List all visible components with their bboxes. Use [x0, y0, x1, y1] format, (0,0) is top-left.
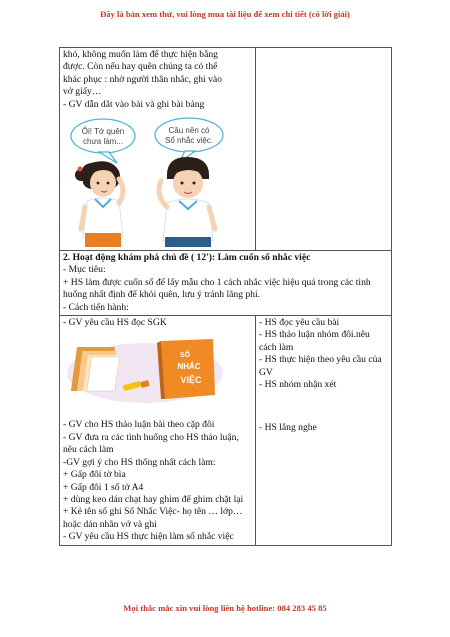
- text-line: khác phục : nhờ người thân nhắc, ghi vào: [63, 73, 222, 85]
- row1-right-cell: [256, 48, 392, 251]
- kids-illustration: [63, 117, 251, 249]
- row3-left-cell: [60, 316, 256, 545]
- table-row: [60, 48, 392, 251]
- speech-bubble-left: [71, 119, 135, 163]
- text-line: vở giấy…: [63, 86, 102, 98]
- text-line: - HS nhóm nhận xét: [259, 379, 337, 391]
- text-line: + HS làm được cuốn sổ để lấy mẫu cho 1 cách nhắc việc hiệu quả trong các tình huống nhất định để khỏi quên, lưu ý tránh lãng phí.: [63, 276, 371, 301]
- text-line: - Mục tiêu:: [63, 264, 106, 276]
- girl-figure: [75, 161, 123, 247]
- section-heading: 2. Hoạt động khám phá chủ đề ( 12'): Làm cuốn sổ nhắc việc: [63, 252, 311, 264]
- text-line: - HS đọc yêu cầu bài: [259, 317, 340, 329]
- text-line: + Kẻ tên sổ ghi Sổ Nhắc Việc- họ tên … lớp… hoặc dán nhãn vở và ghi: [63, 506, 243, 530]
- notebook-label-line: VIỆC: [180, 375, 202, 386]
- text-line: - Cách tiến hành:: [63, 301, 129, 313]
- notebook-illustration: [65, 333, 225, 405]
- finished-notebook: [157, 339, 215, 399]
- lesson-table: [59, 47, 392, 546]
- table-row: [60, 316, 392, 545]
- row1-left-cell: [60, 48, 256, 251]
- bubble-right-line: Câu nên có: [168, 126, 210, 136]
- bubble-left-line: Ôi! Tớ quên: [81, 127, 125, 137]
- text-line: - HS thảo luận nhóm đôi.nêu cách làm: [259, 329, 370, 353]
- text-line: + Gấp đôi tờ bìa: [63, 469, 126, 481]
- notebook-label-line: NHẮC: [177, 362, 201, 372]
- bubble-right-line: Sổ nhắc việc.: [164, 136, 214, 146]
- section2-cell: [60, 251, 392, 316]
- text-line: - HS thực hiện theo yêu cầu của GV: [259, 354, 382, 378]
- text-line: + dùng keo dán chạt hay ghim để ghim chặt lại: [63, 493, 244, 505]
- text-line: khó, không muốn làm để thực hiện bằng: [63, 49, 218, 60]
- text-line: - GV đưa ra các tình huống cho HS thảo luận, nêu cách làm: [63, 431, 239, 456]
- table-row: [60, 251, 392, 316]
- text-line: - HS lắng nghe: [259, 421, 317, 433]
- spacer: [63, 411, 252, 419]
- bubble-left-line: chưa làm...: [82, 137, 124, 147]
- text-line: - GV yêu cầu HS thực hiện làm sổ nhắc việc: [63, 531, 234, 543]
- speech-bubble-right: [155, 118, 223, 163]
- text-line: - GV yêu cầu HS đọc SGK: [63, 317, 167, 329]
- notebook-label-line: SỔ: [179, 352, 191, 360]
- text-line: -GV gợi ý cho HS thống nhất cách làm:: [63, 456, 216, 468]
- hotline-banner: Mọi thắc mắc xin vui lòng liên hệ hotline: 084 283 45 85: [123, 603, 327, 613]
- text-line: - GV dẫn dắt vào bài và ghi bài bảng: [63, 98, 205, 110]
- boy-figure: [159, 157, 215, 247]
- spacer: [259, 392, 388, 422]
- preview-banner: Đây là bản xem thử, vui lòng mua tài liệu để xem chi tiết (có lời giải): [100, 9, 350, 19]
- cardboard-sheets: [71, 347, 120, 391]
- row3-right-cell: [256, 316, 392, 545]
- text-line: được. Còn nếu hay quên chúng ta có thể: [63, 61, 218, 73]
- text-line: - GV cho HS thảo luận bài theo cặp đôi: [63, 419, 215, 431]
- text-line: + Gấp đôi 1 số tờ A4: [63, 481, 144, 493]
